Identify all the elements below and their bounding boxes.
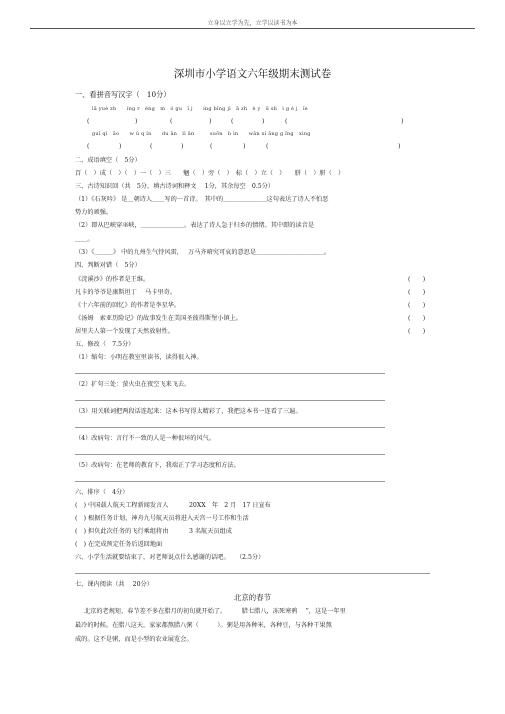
revise-item: （4）改病句：言行不一致的人是一种很坏的风气。 xyxy=(75,435,216,442)
passage-paragraph: 北京的老规矩，春节差不多在腊月的初旬就开始了。 腊七腊八，冻死寒鸦 ”，这是一年里 xyxy=(84,608,346,615)
judge-item: 《汤姆 索亚历险记》的故事发生在美国圣彼得斯堡小镇上。 xyxy=(75,315,243,322)
answer-box: ) xyxy=(135,118,138,125)
judge-item: 《浣溪沙》的作者是王维。 xyxy=(75,276,150,283)
section7-heading: 七、课内阅读（共 20分） xyxy=(75,581,153,588)
poem-question-2-cont: ＿＿。 xyxy=(75,236,94,243)
answer-box: ) xyxy=(243,143,246,150)
revise-item: （2）扩句三处：萤火虫在夜空飞来飞去。 xyxy=(75,381,191,388)
order-item: ( ) 根据任务计划，神舟九号航天员将进入天宫一号工作和生活 xyxy=(75,515,249,522)
order-item: ( ) 担负此次任务的飞行乘组将由 3 名航天员组成 xyxy=(75,528,232,535)
judge-mark: ( ) xyxy=(408,328,426,335)
answer-box: ( xyxy=(210,143,213,150)
judge-mark: ( ) xyxy=(408,302,426,309)
poem-question-2: （2）即从巴峡穿巫峡，＿＿＿＿＿＿＿。表达了诗人急于归乡的情绪。其中即的读音是 xyxy=(75,222,315,229)
answer-line xyxy=(75,427,385,428)
poem-question-3: （3）《＿＿＿》 中的九州生气恃风雷， 万马齐喑究可哀的意思是＿＿＿＿＿＿＿＿＿＿＿。 xyxy=(75,249,331,256)
answer-box: ) xyxy=(181,143,184,150)
answer-line xyxy=(75,454,385,455)
answer-line xyxy=(75,373,385,374)
judge-item: 居里夫人第一个发现了天然放射性。 xyxy=(75,328,174,335)
section6-heading: 六、排序（ 4分） xyxy=(75,489,129,496)
answer-box: ( xyxy=(87,143,90,150)
order-item: ( ) 在完成预定任务后返回地面 xyxy=(75,541,163,548)
section3-heading: 三、古诗知识回（共 5分，填古诗词和释文 1分，其余每空 0.5分） xyxy=(75,183,275,190)
revise-item: （5）改病句：在老师的教育下，我端正了学习态度和方法。 xyxy=(75,462,240,469)
answer-line xyxy=(75,481,385,482)
idiom-fill-line: 百（ ）成（ ）（ ）一（ ）三 魑（ ）旁（ ） 标（ ）立（ ） 胼（ ）胼（ ） xyxy=(75,170,345,177)
answer-box: ) xyxy=(262,118,265,125)
answer-box: ( xyxy=(150,143,153,150)
answer-box: ) xyxy=(401,118,404,125)
answer-box: ( xyxy=(170,118,173,125)
page-header-motto: 立身以立学为先，立学以读书为本 xyxy=(207,20,298,27)
judge-mark: ( ) xyxy=(408,315,426,322)
answer-box: ) xyxy=(398,143,401,150)
header-rule xyxy=(30,28,475,29)
judge-mark: ( ) xyxy=(408,289,426,296)
answer-line xyxy=(75,400,385,401)
answer-box: ( xyxy=(87,118,90,125)
order-item: ( ) 中国载人航天工程新闻发言人 20XX 年 2 月 17 日宣布 xyxy=(75,502,271,509)
section2-heading: 二、成语填空（ 5分） xyxy=(75,157,141,164)
judge-mark: ( ) xyxy=(408,276,426,283)
poem-question-1: （1）《石灰吟》 是＿朝诗人＿＿写的一首诗。 其中的＿＿＿＿＿＿＿这句表达了诗人不怕恶 xyxy=(75,196,329,203)
page-title: 深圳市小学语文六年级期末测试卷 xyxy=(173,68,332,80)
passage-paragraph: 成的。这不是粥，而是小型的农业展览会。 xyxy=(75,636,193,643)
section5-heading: 五、修改（ 7.5分） xyxy=(75,341,135,348)
answer-box: ) xyxy=(209,118,212,125)
passage-title: 北京的春节 xyxy=(234,593,271,602)
judge-item: 凡卡的爷爷是康斯坦丁 马卡里奇。 xyxy=(75,289,176,296)
answer-line xyxy=(75,573,430,574)
passage-paragraph: 最冷的时候。在腊八这天，家家都熬腊八粥（ ）。粥是用各种米，各种豆，与各种干果熬 xyxy=(75,622,332,629)
answer-box: ) xyxy=(119,143,122,150)
judge-item: 《十六年前的回忆》的作者是李星华。 xyxy=(75,302,181,309)
poem-question-1-cont: 势力的顽强。 xyxy=(75,209,113,216)
section4-heading: 四、判断对错（ 5分） xyxy=(75,262,141,269)
pinyin-row-2: guǐ qì ǎo w ǔ q ín du ān lì ān suōn b ìn wān xí āng g ǐng xing xyxy=(92,131,311,137)
thanks-question: 六、小学生活就要结束了，对老师说点什么感谢的话吧。 （2.5分） xyxy=(75,554,265,561)
answer-box: ( xyxy=(231,118,234,125)
answer-box: ( xyxy=(285,118,288,125)
answer-box: ( xyxy=(266,143,269,150)
section1-heading: 一、看拼音写汉字（ 10分） xyxy=(75,90,171,99)
pinyin-row-1: lǎ yuè zh íng r èng m ó gu ǐ j íng bǐng jì ā zh è y ū sh ì g é j ǐe xyxy=(92,106,308,112)
revise-item: （3）用关联词把两段话连起来：这本书写得太精彩了，我把这本书一连看了三遍。 xyxy=(75,408,302,415)
revise-item: （1）缩句：小明在教室里读书，读得很入神。 xyxy=(75,354,203,361)
